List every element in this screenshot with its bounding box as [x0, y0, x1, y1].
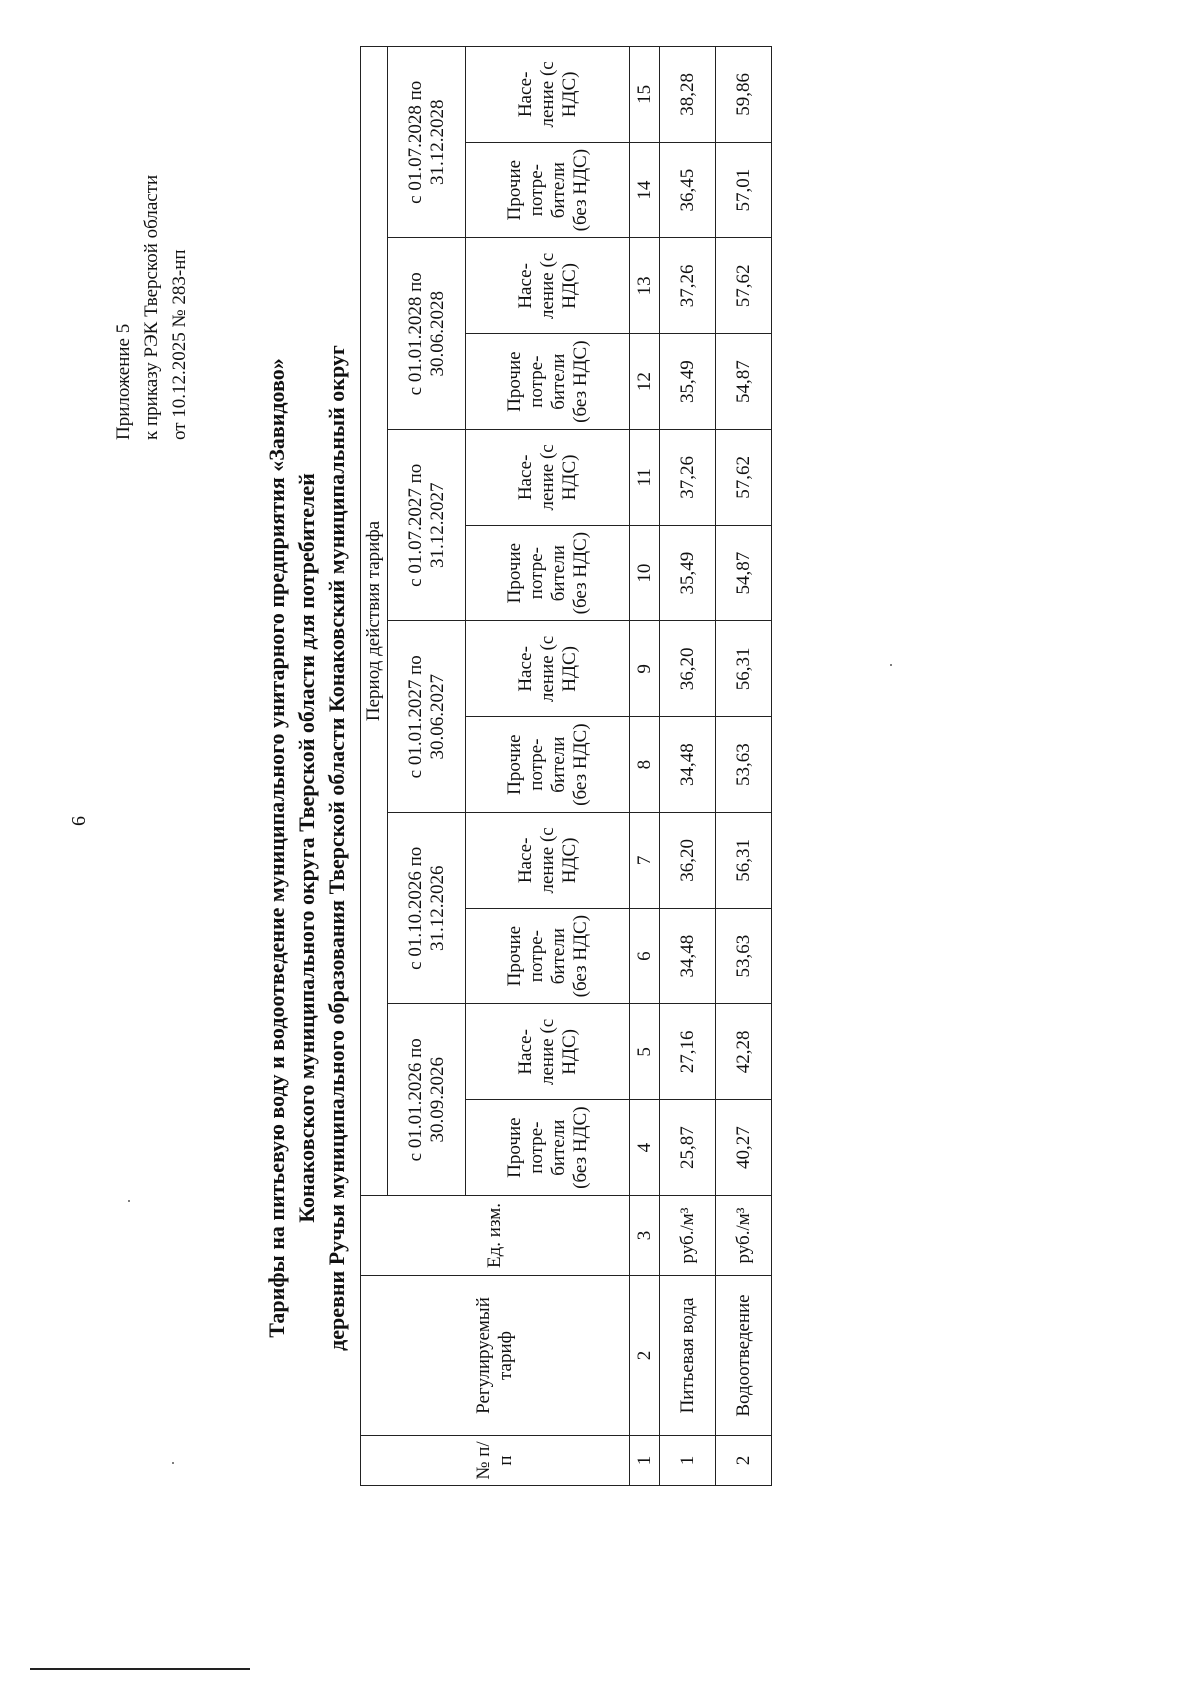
- period-4: с 01.07.2027 по 31.12.2027: [388, 430, 466, 622]
- title-line-2: Конаковского муниципального округа Тверской области для потребителей: [294, 473, 319, 1223]
- column-number-row: [630, 47, 660, 1486]
- tariff-value: 25,87: [660, 1100, 716, 1196]
- scan-speck: [172, 1462, 174, 1464]
- tariff-value: 35,49: [660, 525, 716, 621]
- scan-speck: [890, 664, 892, 666]
- table-row: [716, 47, 772, 1486]
- column-number: 7: [630, 813, 660, 909]
- column-number: 15: [630, 47, 660, 143]
- column-number: 9: [630, 621, 660, 717]
- period-5: с 01.01.2028 по 30.06.2028: [388, 238, 466, 430]
- title-line-1: Тарифы на питьевую воду и водоотведение муниципального унитарного предприятия «Завидово»: [264, 358, 289, 1338]
- column-number: 13: [630, 238, 660, 334]
- row-tariff-name: Водоотведение: [716, 1276, 772, 1436]
- tariff-value: 42,28: [716, 1004, 772, 1100]
- appendix-note: [110, 175, 194, 440]
- consumer-population: Насе-ление (с НДС): [466, 621, 630, 717]
- column-number: 11: [630, 430, 660, 526]
- tariff-value: 40,27: [716, 1100, 772, 1196]
- column-number: 14: [630, 142, 660, 238]
- header-period: Период действия тарифа: [361, 47, 388, 1196]
- column-number: 8: [630, 717, 660, 813]
- column-number: 2: [630, 1276, 660, 1436]
- consumer-population: Насе-ление (с НДС): [466, 430, 630, 526]
- consumer-other: Прочие потре-бители (без НДС): [466, 908, 630, 1004]
- tariff-value: 36,45: [660, 142, 716, 238]
- period-1: с 01.01.2026 по 30.09.2026: [388, 1004, 466, 1196]
- tariff-value: 34,48: [660, 908, 716, 1004]
- tariff-value: 56,31: [716, 813, 772, 909]
- tariff-value: 54,87: [716, 525, 772, 621]
- tariff-value: 57,62: [716, 430, 772, 526]
- appendix-line-3: от 10.12.2025 № 283-нп: [169, 249, 190, 440]
- tariff-value: 37,26: [660, 430, 716, 526]
- tariff-value: 53,63: [716, 717, 772, 813]
- column-number: 10: [630, 525, 660, 621]
- tariff-value: 34,48: [660, 717, 716, 813]
- header-row-period: [361, 47, 388, 1486]
- scan-speck: [128, 1200, 130, 1202]
- column-number: 4: [630, 1100, 660, 1196]
- consumer-other: Прочие потре-бители (без НДС): [466, 525, 630, 621]
- tariff-value: 27,16: [660, 1004, 716, 1100]
- consumer-other: Прочие потре-бители (без НДС): [466, 717, 630, 813]
- tariff-table: [360, 46, 772, 1486]
- tariff-value: 36,20: [660, 813, 716, 909]
- consumer-population: Насе-ление (с НДС): [466, 47, 630, 143]
- period-6: с 01.07.2028 по 31.12.2028: [388, 47, 466, 239]
- column-number: 3: [630, 1196, 660, 1276]
- tariff-value: 35,49: [660, 334, 716, 430]
- consumer-other: Прочие потре-бители (без НДС): [466, 1100, 630, 1196]
- header-tariff: Регулируемый тариф: [361, 1276, 630, 1436]
- footer-rule: [30, 1668, 250, 1670]
- column-number: 1: [630, 1436, 660, 1486]
- consumer-population: Насе-ление (с НДС): [466, 1004, 630, 1100]
- row-tariff-name: Питьевая вода: [660, 1276, 716, 1436]
- appendix-line-1: Приложение 5: [113, 323, 134, 440]
- document-title: [262, 110, 352, 1586]
- consumer-other: Прочие потре-бители (без НДС): [466, 142, 630, 238]
- header-unit: Ед. изм.: [361, 1196, 630, 1276]
- tariff-value: 53,63: [716, 908, 772, 1004]
- tariff-value: 38,28: [660, 47, 716, 143]
- tariff-value: 57,01: [716, 142, 772, 238]
- tariff-value: 56,31: [716, 621, 772, 717]
- period-3: с 01.01.2027 по 30.06.2027: [388, 621, 466, 813]
- row-number: 2: [716, 1436, 772, 1486]
- column-number: 12: [630, 334, 660, 430]
- tariff-value: 59,86: [716, 47, 772, 143]
- consumer-other: Прочие потре-бители (без НДС): [466, 334, 630, 430]
- tariff-value: 36,20: [660, 621, 716, 717]
- consumer-population: Насе-ление (с НДС): [466, 813, 630, 909]
- table-row: [660, 47, 716, 1486]
- row-number: 1: [660, 1436, 716, 1486]
- tariff-value: 54,87: [716, 334, 772, 430]
- row-unit: руб./м³: [660, 1196, 716, 1276]
- column-number: 6: [630, 908, 660, 1004]
- consumer-population: Насе-ление (с НДС): [466, 238, 630, 334]
- tariff-value: 57,62: [716, 238, 772, 334]
- header-row-number: № п/п: [361, 1436, 630, 1486]
- period-2: с 01.10.2026 по 31.12.2026: [388, 813, 466, 1005]
- appendix-line-2: к приказу РЭК Тверской области: [141, 174, 162, 440]
- title-line-3: деревни Ручьи муниципального образования Тверской области Конаковский муниципальный округ: [324, 345, 349, 1351]
- column-number: 5: [630, 1004, 660, 1100]
- tariff-value: 37,26: [660, 238, 716, 334]
- row-unit: руб./м³: [716, 1196, 772, 1276]
- page-number: 6: [68, 816, 90, 826]
